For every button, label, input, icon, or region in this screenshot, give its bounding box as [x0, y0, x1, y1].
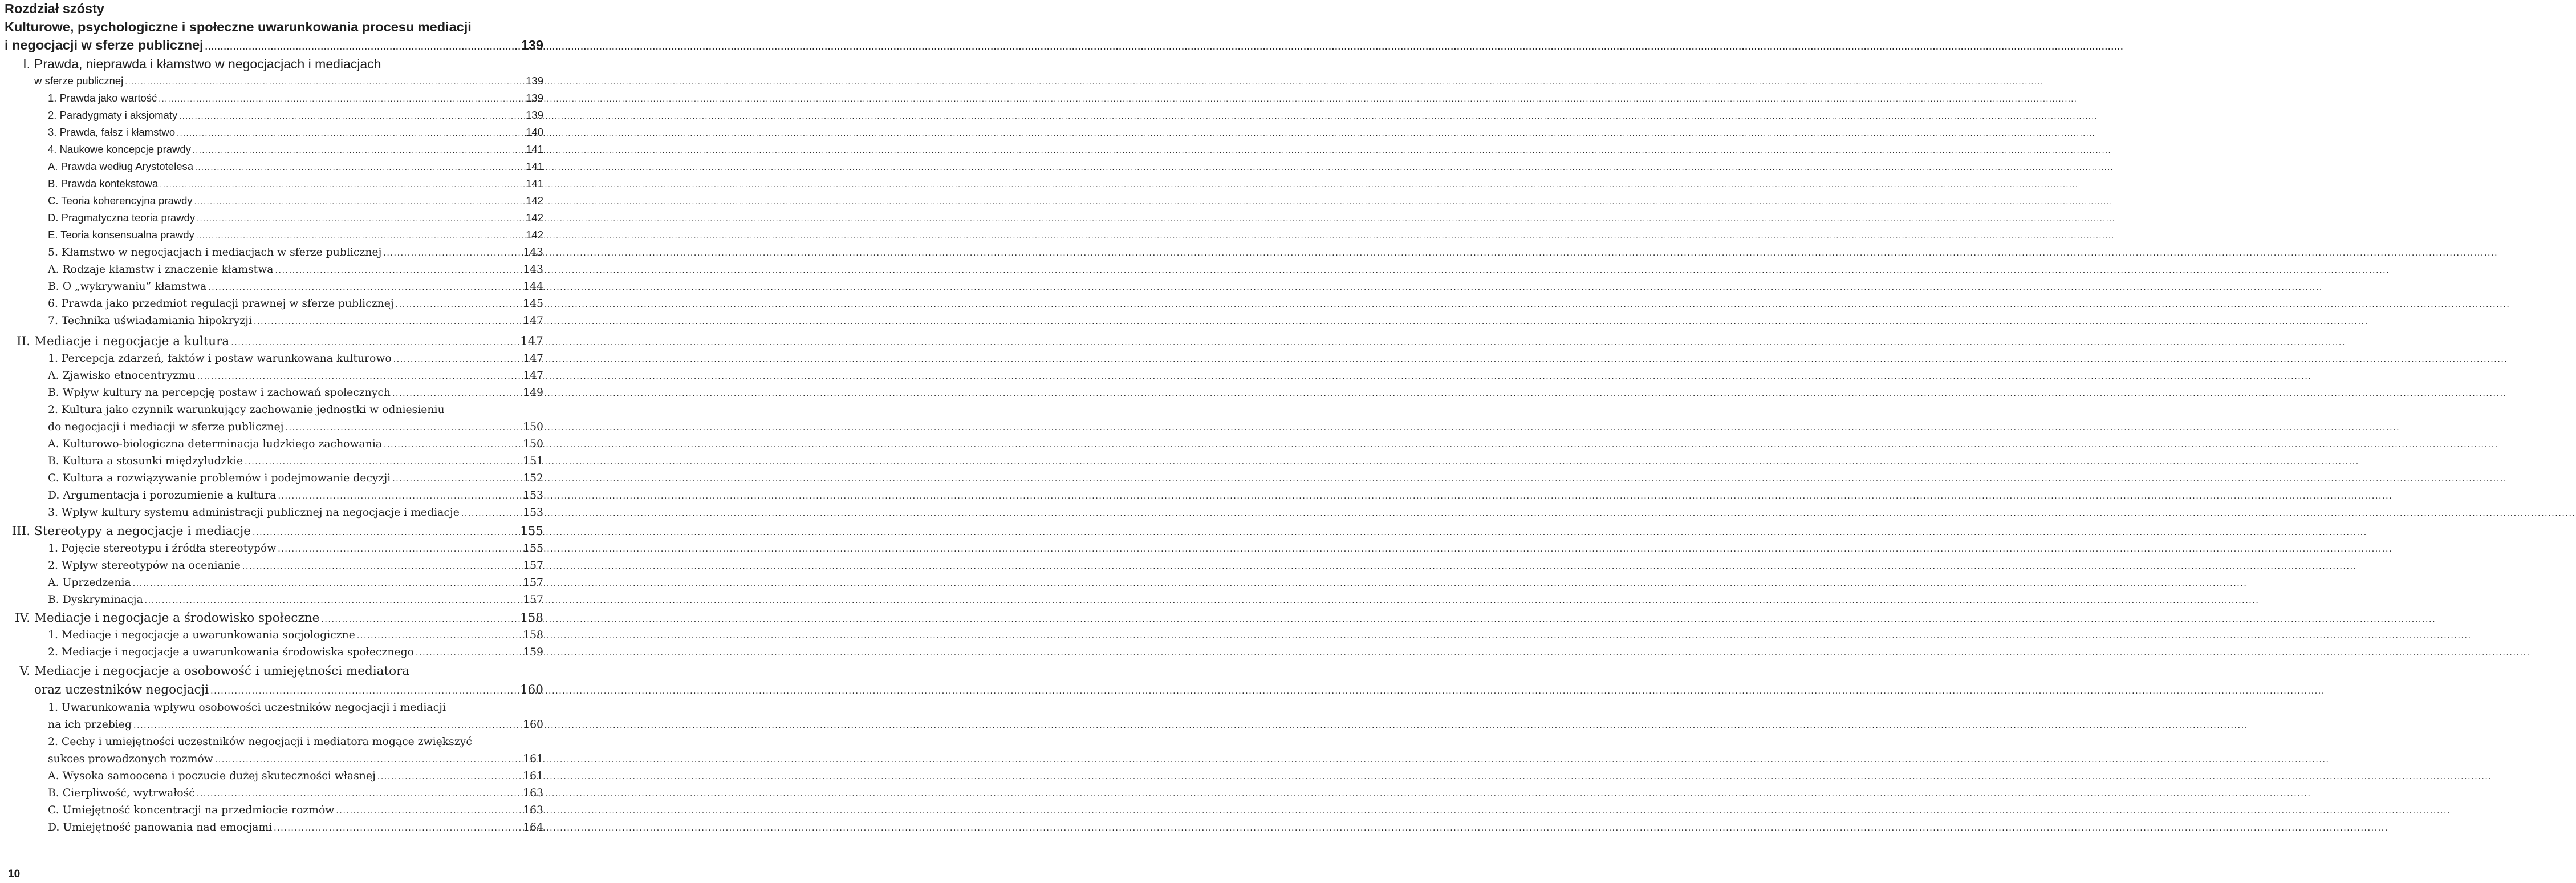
toc-entry [48, 350, 543, 367]
toc-entry-page-number: 147 [523, 353, 543, 364]
toc-entry-page-number: 139 [526, 92, 543, 104]
toc-entry-title: 2. Paradygmaty i aksjomaty [48, 109, 178, 121]
toc-entry-title: A. Zjawisko etnocentryzmu [48, 370, 196, 382]
toc-entry-page-number: 142 [526, 229, 543, 241]
toc-entry [48, 367, 543, 384]
dot-leader [355, 627, 523, 645]
toc-entry-page-number: 163 [523, 804, 543, 816]
dot-leader [131, 574, 523, 592]
toc-entry-page-number: 155 [519, 524, 543, 538]
toc-entry-title: w sferze publicznej [34, 75, 124, 87]
dot-leader [276, 487, 523, 505]
toc-entry-page-number: 152 [523, 472, 543, 484]
toc-entry [48, 557, 543, 574]
dot-leader [460, 504, 523, 522]
toc-entry-page-number: 143 [523, 264, 543, 276]
toc-entry [48, 124, 543, 141]
toc-entry-title: na ich przebieg [48, 719, 132, 731]
toc-entry [48, 244, 543, 261]
toc-entry-marker: II. [17, 334, 30, 349]
dot-leader [123, 72, 526, 90]
toc-entry-page-number: 157 [523, 594, 543, 606]
toc-entry-marker: V. [19, 664, 30, 678]
toc-entry-page-number: 159 [523, 646, 543, 658]
toc-entry [48, 226, 543, 244]
toc-entry [48, 574, 543, 592]
chapter-title-line2 [5, 37, 543, 54]
toc-entry-title: 6. Prawda jako przedmiot regulacji prawnej w sferze publicznej [48, 298, 394, 310]
chapter-page-number: 139 [521, 38, 543, 52]
toc-entry-page-number: 158 [519, 611, 543, 625]
dot-leader [381, 244, 523, 262]
toc-entry-title: C. Kultura a rozwiązywanie problemów i podejmowanie decyzji [48, 472, 391, 484]
toc-entry-page-number: 155 [523, 542, 543, 554]
toc-entry-title: C. Umiejętność koncentracji na przedmiocie rozmów [48, 804, 335, 816]
toc-entry-page-number: 142 [526, 195, 543, 206]
toc-entry-title: oraz uczestników negocjacji [34, 683, 209, 697]
chapter-title-line1: Kulturowe, psychologiczne i społeczne uwarunkowania procesu mediacji [5, 19, 472, 34]
toc-entry-page-number: 149 [523, 387, 543, 399]
toc-entry-page-number: 142 [526, 212, 543, 224]
toc-entry [48, 209, 543, 226]
toc-entry [48, 175, 543, 192]
toc-entry-marker: I. [23, 56, 30, 71]
toc-entry [48, 453, 543, 470]
toc-entry-page-number: 164 [523, 821, 543, 833]
toc-entry [48, 141, 543, 158]
toc-entry-title: 1. Mediacje i negocjacje a uwarunkowania socjologiczne [48, 629, 355, 641]
toc-entry [48, 278, 543, 295]
dot-leader [206, 278, 523, 296]
toc-entry-page-number: 160 [519, 683, 543, 697]
toc-entry-title: Prawda, nieprawda i kłamstwo w negocjacjach i mediacjach [34, 56, 381, 71]
toc-entry-title: 1. Prawda jako wartość [48, 92, 157, 104]
toc-entry [48, 785, 543, 802]
toc-entry [48, 627, 543, 644]
toc-entry-title: 3. Wpływ kultury systemu administracji publicznej na negocjacje i mediacje [48, 507, 460, 519]
chapter-label: Rozdział szósty [5, 1, 104, 16]
dot-leader [143, 592, 523, 609]
toc-entry [48, 107, 543, 124]
dot-leader [241, 557, 523, 575]
toc-entry [48, 158, 543, 175]
toc-entry-page-number: 151 [523, 455, 543, 467]
toc-entry-page-number: 157 [523, 560, 543, 572]
toc-entry-title: A. Wysoka samoocena i poczucie dużej skuteczności własnej [48, 770, 376, 782]
toc-entry-title: A. Rodzaje kłamstw i znaczenie kłamstwa [48, 264, 274, 276]
toc-entry-title: 2. Cechy i umiejętności uczestników negocjacji i mediatora mogące zwiększyć [48, 736, 472, 748]
toc-entry-page-number: 161 [523, 753, 543, 765]
dot-leader [157, 90, 526, 107]
dot-leader [213, 751, 523, 768]
toc-entry-page-number: 160 [523, 719, 543, 731]
toc-entry [48, 644, 543, 661]
toc-entry-title: B. Wpływ kultury na percepcję postaw i zachowań społecznych [48, 387, 391, 399]
dot-leader [193, 192, 526, 210]
dot-leader [196, 367, 523, 385]
toc-entry-title: D. Argumentacja i porozumienie a kultura [48, 489, 277, 501]
toc-entry-title: 2. Kultura jako czynnik warunkujący zachowanie jednostki w odniesieniu [48, 404, 445, 416]
dot-leader [175, 124, 526, 141]
toc-entry [48, 699, 543, 716]
dot-leader [274, 261, 523, 279]
dot-leader [283, 419, 523, 436]
toc-entry-title: 3. Prawda, fałsz i kłamstwo [48, 126, 176, 138]
dot-leader [191, 141, 526, 159]
toc-entry [34, 682, 543, 699]
toc-entry [48, 819, 543, 836]
toc-entry-page-number: 140 [526, 126, 543, 138]
dot-leader [319, 610, 520, 628]
dot-leader [414, 644, 523, 662]
toc-entry-page-number: 139 [526, 109, 543, 121]
toc-entry [14, 610, 543, 627]
dot-leader [209, 682, 520, 700]
toc-entry-title: sukces prowadzonych rozmów [48, 753, 213, 765]
dot-leader [392, 350, 523, 368]
toc-entry [48, 768, 543, 785]
toc-entry-title: Mediacje i negocjacje a środowisko społeczne [34, 611, 320, 625]
toc-entry-page-number: 141 [526, 177, 543, 189]
toc-entry-title: 4. Naukowe koncepcje prawdy [48, 143, 191, 155]
toc-entry [17, 333, 543, 350]
dot-leader [394, 295, 523, 313]
toc-entry [48, 419, 543, 436]
toc-entry-title: A. Uprzedzenia [48, 577, 131, 589]
dot-leader [391, 384, 523, 402]
toc-entry [48, 436, 543, 453]
toc-entry-title: D. Pragmatyczna teoria prawdy [48, 212, 196, 224]
toc-entry-title: B. Cierpliwość, wytrwałość [48, 787, 195, 799]
toc-entry [48, 402, 543, 419]
toc-entry-title: B. Prawda kontekstowa [48, 177, 159, 189]
toc-entry [48, 802, 543, 819]
toc-entry [48, 192, 543, 209]
dot-leader [204, 37, 521, 55]
toc-entry-title: Mediacje i negocjacje a kultura [34, 334, 230, 349]
toc-entry-page-number: 143 [523, 246, 543, 258]
toc-entry [48, 592, 543, 609]
dot-leader [193, 158, 526, 176]
toc-entry-title: B. O „wykrywaniu” kłamstwa [48, 281, 207, 293]
toc-entry [48, 734, 543, 751]
dot-leader [376, 768, 523, 785]
dot-leader [391, 470, 523, 488]
dot-leader [195, 209, 526, 227]
toc-entry [23, 55, 543, 72]
toc-entry [48, 487, 543, 504]
toc-page [0, 0, 547, 883]
dot-leader [177, 107, 526, 124]
toc-entry-page-number: 153 [523, 507, 543, 519]
toc-entry-title: 7. Technika uświadamiania hipokryzji [48, 315, 252, 327]
toc-entry-title: Stereotypy a negocjacje i mediacje [34, 524, 251, 538]
toc-entry-page-number: 144 [523, 281, 543, 293]
toc-entry [48, 504, 543, 521]
toc-entry-page-number: 139 [526, 75, 543, 87]
toc-entry-title: 1. Uwarunkowania wpływu osobowości uczestników negocjacji i mediacji [48, 702, 446, 714]
dot-leader [229, 333, 520, 351]
toc-entry-marker: III. [11, 524, 30, 538]
folio-page-number: 10 [8, 868, 21, 880]
toc-entry [48, 470, 543, 487]
toc-entry-title: 2. Mediacje i negocjacje a uwarunkowania środowiska społecznego [48, 646, 414, 658]
dot-leader [158, 175, 526, 193]
toc-entry [34, 72, 543, 90]
toc-entry-page-number: 150 [523, 421, 543, 433]
toc-entry-marker: IV. [14, 611, 30, 625]
dot-leader [252, 313, 523, 330]
toc-entry-title: 5. Kłamstwo w negocjacjach i mediacjach w sferze publicznej [48, 246, 382, 258]
toc-entry [48, 313, 543, 330]
toc-entry-page-number: 147 [519, 334, 543, 349]
toc-entry-page-number: 141 [526, 160, 543, 172]
toc-entry-title: Mediacje i negocjacje a osobowość i umiejętności mediatora [34, 664, 410, 678]
toc-entry-title: B. Dyskryminacja [48, 594, 143, 606]
toc-entry-title: D. Umiejętność panowania nad emocjami [48, 821, 273, 833]
toc-entry [19, 663, 543, 680]
toc-entry-page-number: 147 [523, 315, 543, 327]
dot-leader [195, 785, 523, 803]
dot-leader [132, 716, 523, 734]
dot-leader [251, 523, 520, 541]
toc-entry-title: B. Kultura a stosunki międzyludzkie [48, 455, 243, 467]
toc-entry [48, 295, 543, 313]
toc-entry-page-number: 141 [526, 143, 543, 155]
dot-leader [276, 540, 523, 558]
toc-entry-page-number: 161 [523, 770, 543, 782]
dot-leader [382, 436, 523, 453]
toc-entry [11, 523, 543, 540]
dot-leader [334, 802, 523, 820]
toc-entry-page-number: 153 [523, 489, 543, 501]
dot-leader [243, 453, 523, 471]
toc-entry-title: do negocjacji i mediacji w sferze publicznej [48, 421, 284, 433]
toc-entry-title: 2. Wpływ stereotypów na ocenianie [48, 560, 241, 572]
toc-entry-page-number: 145 [523, 298, 543, 310]
toc-entry-title: E. Teoria konsensualna prawdy [48, 229, 194, 241]
toc-entry-page-number: 150 [523, 438, 543, 450]
dot-leader [272, 819, 523, 837]
dot-leader [194, 226, 526, 244]
toc-entry [48, 384, 543, 402]
toc-entry-title: C. Teoria koherencyjna prawdy [48, 195, 193, 206]
toc-entry [48, 90, 543, 107]
toc-entry [48, 261, 543, 278]
toc-entry [48, 751, 543, 768]
toc-entry-page-number: 157 [523, 577, 543, 589]
toc-entry [48, 716, 543, 734]
toc-entry-title: 1. Percepcja zdarzeń, faktów i postaw warunkowana kulturowo [48, 353, 392, 364]
toc-entry-title: 1. Pojęcie stereotypu i źródła stereotypów [48, 542, 277, 554]
toc-entry [48, 540, 543, 557]
toc-entry-page-number: 147 [523, 370, 543, 382]
toc-entry-title: A. Prawda według Arystotelesa [48, 160, 194, 172]
chapter-title-line2-text: i negocjacji w sferze publicznej [5, 38, 204, 52]
toc-entry-page-number: 163 [523, 787, 543, 799]
toc-entry-page-number: 158 [523, 629, 543, 641]
toc-entry-title: A. Kulturowo-biologiczna determinacja ludzkiego zachowania [48, 438, 383, 450]
